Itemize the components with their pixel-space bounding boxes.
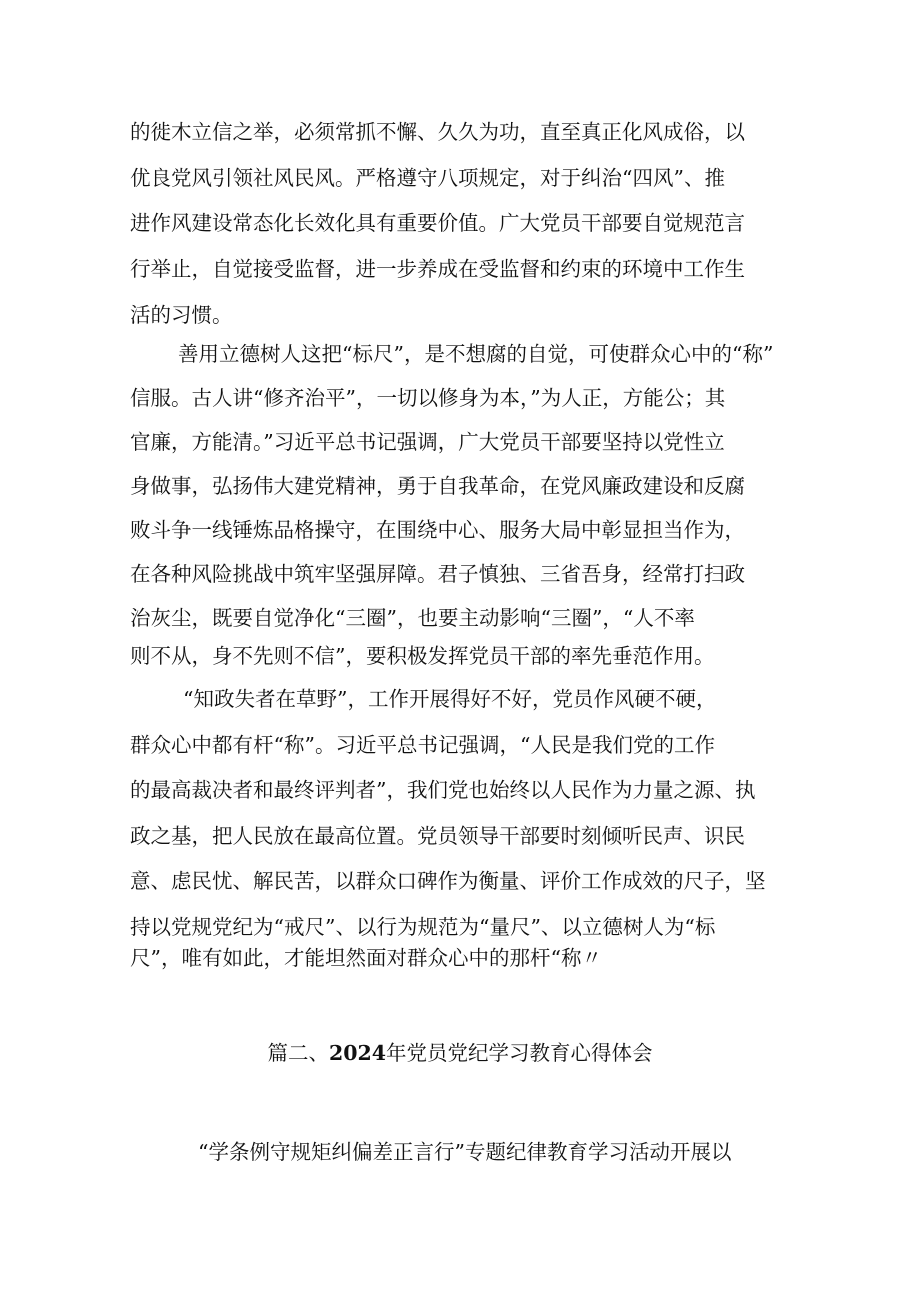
text-line: 的徙木立信之举，必须常抓不懈、久久为功，直至真正化风成俗，以 <box>130 120 745 144</box>
text-line: 政之基，把人民放在最高位置。党员领导干部要时刻倾听民声、识民 <box>130 824 745 848</box>
text-line: “学条例守规矩纠偏差正言行”专题纪律教育学习活动开展以 <box>198 1140 732 1164</box>
text-line: 进作风建设常态化长效化具有重要价值。广大党员干部要自觉规范言 <box>130 211 745 235</box>
text-line: 善用立德树人这把“标尺”，是不想腐的自觉，可使群众心中的“称” <box>178 342 774 366</box>
text-line: 群众心中都有杆“称”。习近平总书记强调，“人民是我们党的工作 <box>130 733 715 757</box>
text-line: 的最高裁决者和最终评判者”，我们党也始终以人民作为力量之源、执 <box>130 778 756 802</box>
text-line: 则不从，身不先则不信”，要积极发挥党员干部的率先垂范作用。 <box>130 644 715 668</box>
text-line: 优良党风引领社风民风。严格遵守八项规定，对于纠治“四风”、推 <box>130 166 725 190</box>
text-line: 意、虑民忧、解民苦，以群众口碑作为衡量、评价工作成效的尺子，坚 <box>130 869 766 893</box>
text-line: 尺”，唯有如此，才能坦然面对群众心中的那杆“称〃 <box>130 946 602 970</box>
text-line: 身做事，弘扬伟大建党精神，勇于自我革命，在党风廉政建设和反腐 <box>130 474 745 498</box>
text-line: 官廉，方能清。”习近平总书记强调，广大党员干部要坚持以党性立 <box>130 430 725 454</box>
text-line: 持以党规党纪为“戒尺”、以行为规范为“量尺”、以立德树人为“标 <box>130 915 716 939</box>
text-line: “知政失者在草野”，工作开展得好不好，党员作风硬不硬， <box>183 687 717 711</box>
text-line: 治灰尘，既要自觉净化“三圈”，也要主动影响“三圈”，“人不率 <box>130 606 695 630</box>
heading-year: 2024 <box>328 1041 387 1065</box>
text-line: 活的习惯。 <box>130 303 233 327</box>
heading-suffix: 年党员党纪学习教育心得体会 <box>386 1041 653 1065</box>
text-line: 在各种风险挑战中筑牢坚强屏障。君子慎独、三省吾身，经常打扫政 <box>130 562 745 586</box>
section-heading <box>0 1038 920 1068</box>
text-line: 败斗争一线锤炼品格操守，在围绕中心、服务大局中彰显担当作为， <box>130 518 745 542</box>
text-line: 行举止，自觉接受监督，进一步养成在受监督和约束的环境中工作生 <box>130 257 745 281</box>
text-line: 信服。古人讲“修齐治平”，一切以修身为本，”为人正，方能公；其 <box>130 386 726 410</box>
heading-prefix: 篇二、 <box>267 1041 329 1065</box>
